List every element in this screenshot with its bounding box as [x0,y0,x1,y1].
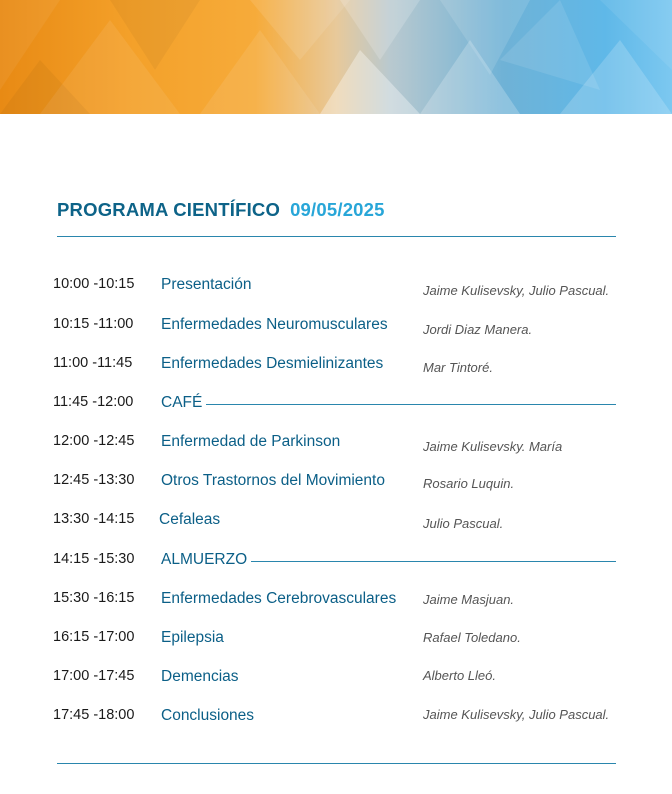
banner-pattern [0,0,672,114]
session-time: 14:15 -15:30 [53,551,135,567]
schedule-row [0,355,672,375]
schedule-row [0,316,672,336]
session-time: 11:45 -12:00 [53,394,134,410]
session-time: 10:00 -10:15 [53,276,135,292]
title-divider [57,236,616,237]
program-date: 09/05/2025 [290,199,385,220]
session-speaker: Jaime Kulisevsky, Julio Pascual. [423,283,610,298]
session-topic: Enfermedades Neuromusculares [161,316,388,333]
session-topic: Epilepsia [161,629,224,646]
schedule-row [0,551,672,571]
schedule-row [0,472,672,492]
break-divider [206,404,616,405]
schedule-row [0,433,672,453]
session-time: 13:30 -14:15 [53,511,135,527]
session-topic: Presentación [161,276,252,293]
session-topic: Otros Trastornos del Movimiento [161,472,385,489]
session-topic: Cefaleas [159,511,221,528]
program-title: PROGRAMA CIENTÍFICO [57,199,281,220]
session-time: 17:45 -18:00 [53,707,135,723]
schedule-row [0,629,672,649]
page-title [57,199,385,221]
session-speaker: Mar Tintoré. [423,360,493,375]
break-label: CAFÉ [161,394,203,411]
session-speaker: Jordi Diaz Manera. [423,322,533,337]
schedule-row [0,590,672,610]
session-speaker: Alberto Lleó. [423,668,496,683]
session-speaker: Julio Pascual. [423,516,504,531]
schedule-row [0,394,672,414]
schedule-row [0,511,672,531]
schedule-row [0,276,672,296]
session-speaker: Jaime Kulisevsky, Julio Pascual. [423,707,610,722]
schedule-row [0,668,672,688]
session-topic: Demencias [161,668,239,685]
session-time: 11:00 -11:45 [53,355,133,371]
session-time: 10:15 -11:00 [53,316,134,332]
session-topic: Conclusiones [161,707,255,724]
bottom-divider [57,763,616,764]
session-topic: Enfermedades Cerebrovasculares [161,590,397,607]
break-label: ALMUERZO [161,551,248,568]
header-banner [0,0,672,114]
session-speaker: Rosario Luquin. [423,476,515,491]
session-speaker: Jaime Kulisevsky. María [423,439,563,454]
session-topic: Enfermedades Desmielinizantes [161,355,384,372]
session-speaker: Jaime Masjuan. [423,592,515,607]
session-topic: Enfermedad de Parkinson [161,433,341,450]
session-time: 12:00 -12:45 [53,433,135,449]
session-speaker: Rafael Toledano. [423,630,521,645]
session-time: 15:30 -16:15 [53,590,135,606]
schedule-row [0,707,672,727]
session-time: 17:00 -17:45 [53,668,135,684]
session-time: 16:15 -17:00 [53,629,135,645]
session-time: 12:45 -13:30 [53,472,135,488]
break-divider [251,561,616,562]
